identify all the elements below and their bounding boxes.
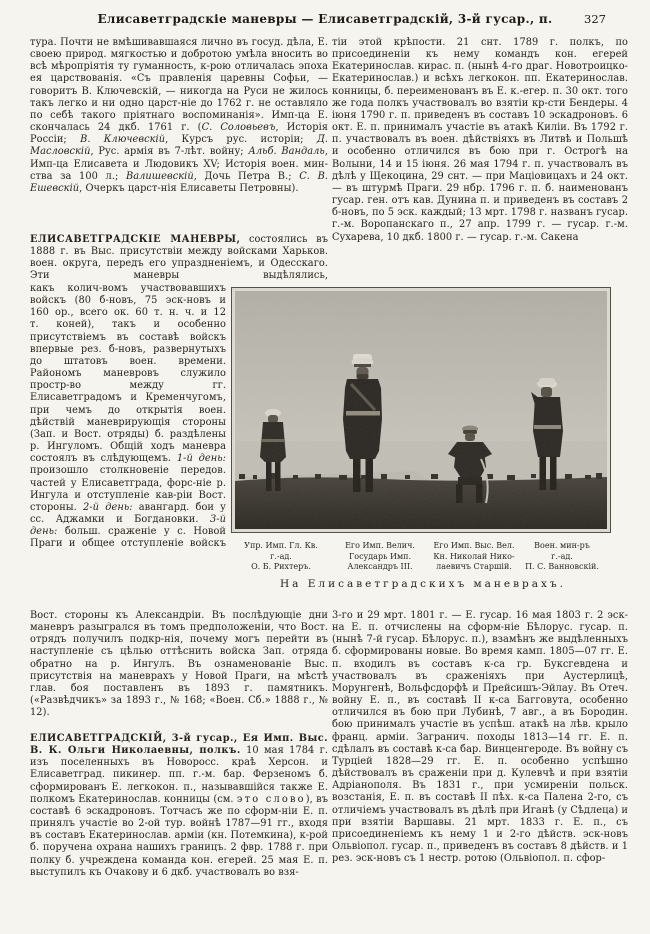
running-header: Елисаветградскіе маневры — Елисаветградскій, 3-й гусар., п. xyxy=(97,12,553,26)
text-block-l2: ЕЛИСАВЕТГРАДСКІЕ МАНЕВРЫ, состоялись въ 1888 г. въ Выс. присутствіи между войсками Харьков. воен. округа, передъ его упраздненіемъ, и Одесскаго. Эти маневры выдѣлялись, xyxy=(30,234,328,282)
text-block-l3: какъ колич-вомъ участвовавшихъ войскъ (80 б-новъ, 75 эск-новъ и 160 ор., всего ок. 60 т. н. ч. и 12 т. коней), такъ и особенно присутствіемъ въ составѣ войскъ впервые рез. б-новъ, развернутыхъ до штатовъ воен. времени. Райономъ маневровъ служило простр-во между гг. Елисаветградомъ и Кременчугомъ, при чемъ до открытія воен. дѣйствій маневрирующія стороны (Зап. и Вост. отряды) б. раздѣлены р. Ингуломъ. Общій ходъ маневра состоялъ въ слѣдующемъ. 1-й день: произошло столкновеніе передов. частей у Елисаветграда, форс-ніе р. Ингула и отступленіе кав-ріи Вост. стороны. 2-й день: авангард. бои у сс. Аджамки и Богдановки. 3-й день: больш. сраженіе у с. Новой Праги и общее отступленіе войскъ xyxy=(30,283,226,550)
photo-caption-line: Государь Имп. xyxy=(348,551,412,561)
photo-caption-line: П. С. Ванновскій. xyxy=(525,562,599,571)
text-block-l1: тура. Почти не вмѣшивавшаяся лично въ госуд. дѣла, Е. своею природ. мягкостью и добротою умѣла вносить во всѣ мѣропріятія ту гуманность, к-рою отличалась эпоха ея царствованія. «Съ правленія царевны Софьи, — говоритъ В. Ключевскій, — никогда на Руси не жилось такъ легко и ни одно царст-ніе до 1762 г. не оставляло по себѣ такого пріятнаго воспоминанія». Имп-ца Е. скончалась 24 дкб. 1761 г. (С. Соловьевъ, Исторія Россіи; В. Ключевскій, Курсъ рус. исторіи; Д. Масловскій, Рус. армія въ 7-лѣт. войну; Альб. Вандаль, Имп-ца Елисавета и Людовикъ XV; Исторія воен. мин-ства за 100 л.; Валишевскій, Дочь Петра В.; С. В. Ешевскій, Очеркъ царст-нія Елисаветы Петровны). xyxy=(30,37,329,194)
photo-caption-line: Воен. мин-ръ xyxy=(534,541,590,550)
photo-figure xyxy=(231,287,611,533)
photo-caption-line: г.-ад. xyxy=(551,551,573,561)
photo-caption-line: О. Б. Рихтеръ. xyxy=(251,562,311,571)
photo-grain-overlay xyxy=(235,291,607,529)
photo-caption-title: На Елисаветградскихъ маневрахъ. xyxy=(280,578,566,590)
photo-caption-line: Его Имп. Выс. Вел. xyxy=(433,541,515,550)
text-block-r2: 3-го и 29 мрт. 1801 г. — Е. гусар. 16 мая 1803 г. 2 эск-на Е. п. отчислены на сформ-ніе Бѣлорус. гусар. п. (нынѣ 7-й гусар. Бѣлорус. п.), взамѣнъ же выдѣленныхъ б. сформированы новые. Во время камп. 1805—07 гг. Е. п. входилъ въ составъ к-са гр. Буксгевдена и участвовалъ въ сраженіяхъ при Аустерлицѣ, Морунгенѣ, Вольфсдорфѣ и Прейсишъ-Эйлау. Въ Отеч. войну Е. п., въ составѣ II к-са Багговута, особенно отличился въ бою при Лубинѣ, 7 авг., а въ Бородин. бою принималъ участіе въ успѣш. атакѣ на лѣв. крыло франц. арміи. Загранич. походы 1813—14 гг. Е. п. сдѣлалъ въ составѣ к-са бар. Винценгероде. Въ войну съ Турціей 1828—29 гг. Е. п. особенно успѣшно дѣйствовалъ въ сраженіи при д. Кулевчѣ и при взятіи Адріанополя. Въ 1831 г., при усмиреніи польск. возстанія, Е. п. въ составѣ II пѣх. к-са Палена 2-го, съ отличіемъ участвовалъ въ дѣлѣ при Иганѣ (у Сѣдлеца) и при взятіи Варшавы. 21 мрт. 1833 г. Е. п., съ присоединеніемъ къ нему 1 и 2-го дѣйств. эск-новъ Ольвіопол. гусар. п., приведенъ въ составъ 8 дѣйств. и 1 рез. эск-новъ съ 1 нестр. ротою (Ольвіопол. п. сфор- xyxy=(332,610,628,865)
photo-caption xyxy=(226,541,336,573)
photo-caption-line: Упр. Имп. Гл. Кв. xyxy=(244,541,318,550)
photo-caption-line: Кн. Николай Нико- xyxy=(433,551,515,561)
text-block-l6: ЕЛИСАВЕТГРАДСКІЙ, 3-й гусар., Ея Имп. Выс. В. К. Ольги Николаевны, полкъ. 10 мая 1784 г. изъ поселенныхъ въ Новоросс. краѣ Херсон. и Елисаветград. пикинер. пп. г.-м. бар. Ферзеномъ б. сформированъ Е. легкокон. п., называвшійся также Е. полкомъ Екатеринослав. конницы (см. это слово), въ составѣ 6 эскадроновъ. Тотчасъ же по сформ-ніи Е. п. принялъ участіе во 2-ой тур. войнѣ 1787—91 гг., входя въ составъ Екатеринослав. арміи (кн. Потемкина), к-рой б. поручена охрана нашихъ границъ. 2 фвр. 1788 г. при полку б. учреждена команда кон. егерей. 25 мая Е. п. выступилъ къ Очакову и 6 дкб. участвовалъ во взя- xyxy=(30,733,328,878)
photo-caption xyxy=(510,541,614,573)
text-block-l5: Вост. стороны къ Александріи. Въ послѣдующіе дни маневръ разыгрался въ томъ предположеніи, что Вост. отрядъ получилъ подкр-нія, почему могъ перейти въ наступленіе съ цѣлью оттѣснить войска Зап. отряда обратно на р. Ингулъ. Въ ознаменованіе Выс. присутствія на маневрахъ у Новой Праги, на мѣстѣ глав. боя поставленъ въ 1893 г. памятникъ. («Развѣдчикъ» за 1893 г., № 168; «Воен. Сб.» 1888 г., № 12). xyxy=(30,610,328,719)
maneuvers-photo-image xyxy=(235,291,607,529)
page-number: 327 xyxy=(584,12,606,26)
photo-caption-line: Александръ III. xyxy=(347,562,413,571)
text-block-r1: тіи этой крѣпости. 21 снт. 1789 г. полкъ, по присоединеніи къ нему командъ кон. егерей Екатеринослав. кирас. п. (нынѣ 4-го драг. Новотроицко-Екатеринослав.) и всѣхъ легкокон. пп. Екатеринослав. конницы, б. переименованъ въ Е. к.-егер. п. 30 окт. того же года полкъ участвовалъ во взятіи кр-сти Бендеры. 4 іюня 1790 г. п. приведенъ въ составъ 10 эскадроновъ. 6 окт. Е. п. принималъ участіе въ атакѣ Киліи. Въ 1792 г. п. участвовалъ въ воен. дѣйствіяхъ въ Литвѣ и Польшѣ и особенно отличился въ бою при г. Острогѣ на Волыни, 14 и 15 іюня. 26 мая 1794 г. п. участвовалъ въ дѣлѣ у Щекоцина, 29 снт. — при Маціовицахъ и 24 окт. — въ штурмѣ Праги. 29 нбр. 1796 г. п. б. наименованъ гусар. ген. отъ кав. Дунина п. и приведенъ въ составъ 2 б-новъ, по 5 эск. каждый; 13 мрт. 1798 г. названъ гусар. г.-м. Воропанскаго п., 27 апр. 1799 г. — гусар. г.-м. Сухарева, 10 дкб. 1800 г. — гусар. г.-м. Сакена xyxy=(332,37,628,243)
photo-caption-line: лаевичъ Старшій. xyxy=(436,562,512,571)
photo-caption-line: Его Имп. Велич. xyxy=(345,541,415,550)
photo-caption-line: г.-ад. xyxy=(270,551,292,561)
